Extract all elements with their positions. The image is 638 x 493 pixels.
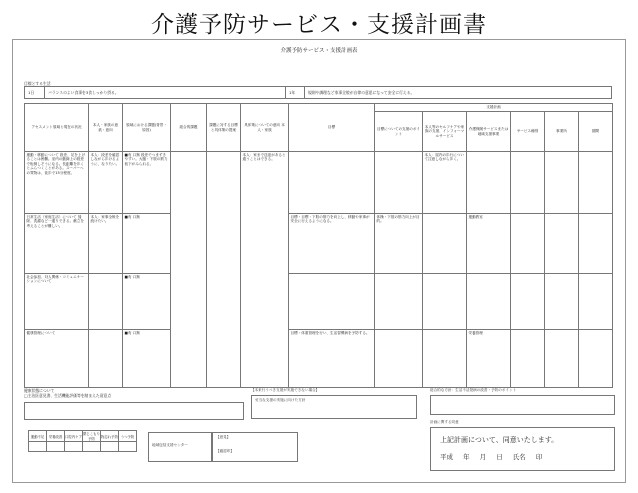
goal-day-text: バランスのよい食事を3食しっかり摂る。 [48, 89, 119, 95]
checklist-header: うつ予防 [119, 431, 137, 442]
policy-text [431, 396, 614, 400]
agree-label: 計画に関する同意 [430, 420, 459, 424]
policy-label: 総合的な方針：生活不活発病の改善・予防のポイント [430, 388, 517, 392]
cell-intent: 本人：家事全般を続けたい。 [89, 214, 123, 274]
cell-issue: ■有 口無 [123, 214, 171, 274]
header-assessment: アセスメント領域と現在の状況 [25, 104, 89, 152]
cell-service: 栄養管理 [467, 330, 511, 388]
cell-period [579, 152, 613, 214]
health-section-label [24, 388, 111, 398]
cell-service: 運動教室 [467, 214, 511, 274]
checklist-header: 栄養改善 [47, 431, 65, 442]
header-issue: 領域における課題(背景・原因) [123, 104, 171, 152]
table-row [25, 274, 613, 330]
cell-goal: 目標・目標・下肢の筋力を向上し、移動や家事が安全に行えるようになる。 [289, 214, 375, 274]
checklist-header: 口腔内ケア [65, 431, 83, 442]
table-row [25, 214, 613, 274]
cell-goal: 目標・体重管理を行い、生活習慣病を予防する。 [289, 330, 375, 388]
cell-issue: ■有 口無 [123, 330, 171, 388]
cell-point: 体操・下肢の筋力向上が目的。 [375, 214, 423, 274]
cell-point [375, 152, 423, 214]
header-goal: 目標 [289, 104, 375, 152]
cell-point [375, 274, 423, 330]
cell-self [423, 214, 467, 274]
plan-sheet [12, 39, 626, 483]
header-provider: 事業所 [545, 112, 579, 152]
header-support-plan: 支援計画 [375, 104, 613, 112]
document-title: 介護予防サービス・支援計画表 [280, 48, 358, 54]
cell-intent [89, 330, 123, 388]
cell-intent: 本人：段差を確認しながら歩けるように、なりたい。 [89, 152, 123, 214]
goal-year-label: 1年 [285, 87, 305, 98]
unavailable-label: 【本来行うべき支援が実施できない場合】 [251, 388, 320, 392]
goal-day-label: 1日 [25, 87, 45, 98]
table-row [25, 152, 613, 214]
cell-period [579, 330, 613, 388]
cell-area: 日常生活（家庭生活）について 掃除、洗濯など一通りできる。献立を考えることが難しい。 [25, 214, 89, 274]
header-proposal: 課題に対する目標と具体策の提案 [207, 104, 241, 152]
checklist-value [101, 442, 119, 452]
checklist-value [83, 442, 101, 452]
opinion-box [212, 432, 298, 462]
opinion-label: 【意見】 [216, 435, 231, 439]
cell-issue: ■有 口無 [123, 274, 171, 330]
goal-year-text: 規則や調理など家事全般が自律の意思になって安全に行える。 [308, 89, 415, 95]
checklist-table [28, 430, 137, 452]
agree-box [430, 427, 615, 471]
header-overall: 総合的課題 [171, 104, 207, 152]
cell-preference: 本人：家まで送迎があると通うことはできる。 [241, 152, 289, 388]
checklist-value [119, 442, 137, 452]
cell-goal [289, 274, 375, 330]
cell-self [423, 274, 467, 330]
sign-line: 平成 年 月 日 氏名 印 [440, 453, 543, 461]
cell-self [423, 330, 467, 388]
cell-intent [89, 274, 123, 330]
checklist-value [29, 442, 47, 452]
cell-type [511, 152, 545, 214]
checklist-header: 閉じこもり予防 [83, 432, 100, 441]
cell-goal [289, 152, 375, 214]
agree-text: 上記計画について、同意いたします。 [440, 436, 559, 444]
cell-service [467, 152, 511, 214]
cell-service [467, 274, 511, 330]
health-note-box [24, 402, 244, 420]
cell-point [375, 330, 423, 388]
page-title: 介護予防サービス・支援計画書 [151, 12, 487, 38]
plan-table [24, 103, 613, 388]
cell-overall [171, 152, 207, 388]
center-box [148, 432, 212, 462]
cell-area: 健康管理について [25, 330, 89, 388]
health-note-text [25, 403, 243, 407]
cell-period [579, 214, 613, 274]
cell-type [511, 214, 545, 274]
header-support-point: 目標についての支援のポイント [375, 112, 423, 152]
cell-proposal [207, 152, 241, 388]
cell-provider [545, 330, 579, 388]
header-service-type: サービス種別 [511, 112, 545, 152]
checklist-value [65, 442, 83, 452]
cell-provider [545, 152, 579, 214]
header-insurance-service: 介護保険サービスまたは地域支援事業 [467, 112, 511, 152]
cell-self: 本人：屋内の歩行について注意しながら歩く。 [423, 152, 467, 214]
cell-provider [545, 274, 579, 330]
confirm-label: 【確認印】 [216, 449, 234, 453]
checklist-header: 物忘れ予防 [101, 431, 119, 442]
center-label: 地域包括支援センター [152, 443, 188, 447]
cell-provider [545, 214, 579, 274]
policy-box [430, 395, 615, 415]
cell-period [579, 274, 613, 330]
goal-section-label: 目標とする生活 [24, 81, 51, 86]
header-preference: 具体策についての意向 本人・家族 [241, 104, 289, 152]
header-period: 期間 [579, 112, 613, 152]
checklist-header: 運動不足 [29, 431, 47, 442]
cell-area: 社会参加、対人関係・コミュニケーションについて [25, 274, 89, 330]
table-row [25, 330, 613, 388]
cell-type [511, 330, 545, 388]
cell-issue: ■有 口無 段差でつまずきやすい。大腿・下肢の筋力低下がみられる。 [123, 152, 171, 214]
health-sublabel: □主治医意見書、生活機能評価等を踏まえた留意点 [24, 393, 112, 398]
unavailable-text: 妥当な支援の実施に向けた方針 [255, 398, 306, 402]
header-self-care: 本人等のセルフケアや家族の支援、インフォーマルサービス [423, 112, 467, 152]
goal-row [24, 86, 612, 99]
checklist-value [47, 442, 65, 452]
cell-type [511, 274, 545, 330]
unavailable-box [251, 395, 417, 419]
cell-area: 運動・移動について 段差、足を上げることは困難。室内の動線上の段差で転倒しそうになる。長距離を歩くとふらつくことがある。スーパーへの買物は、徒歩で15分程度。 [25, 152, 89, 214]
header-intent: 本人・家族の意欲・意向 [89, 104, 123, 152]
health-label: 健康状態について [24, 388, 55, 393]
